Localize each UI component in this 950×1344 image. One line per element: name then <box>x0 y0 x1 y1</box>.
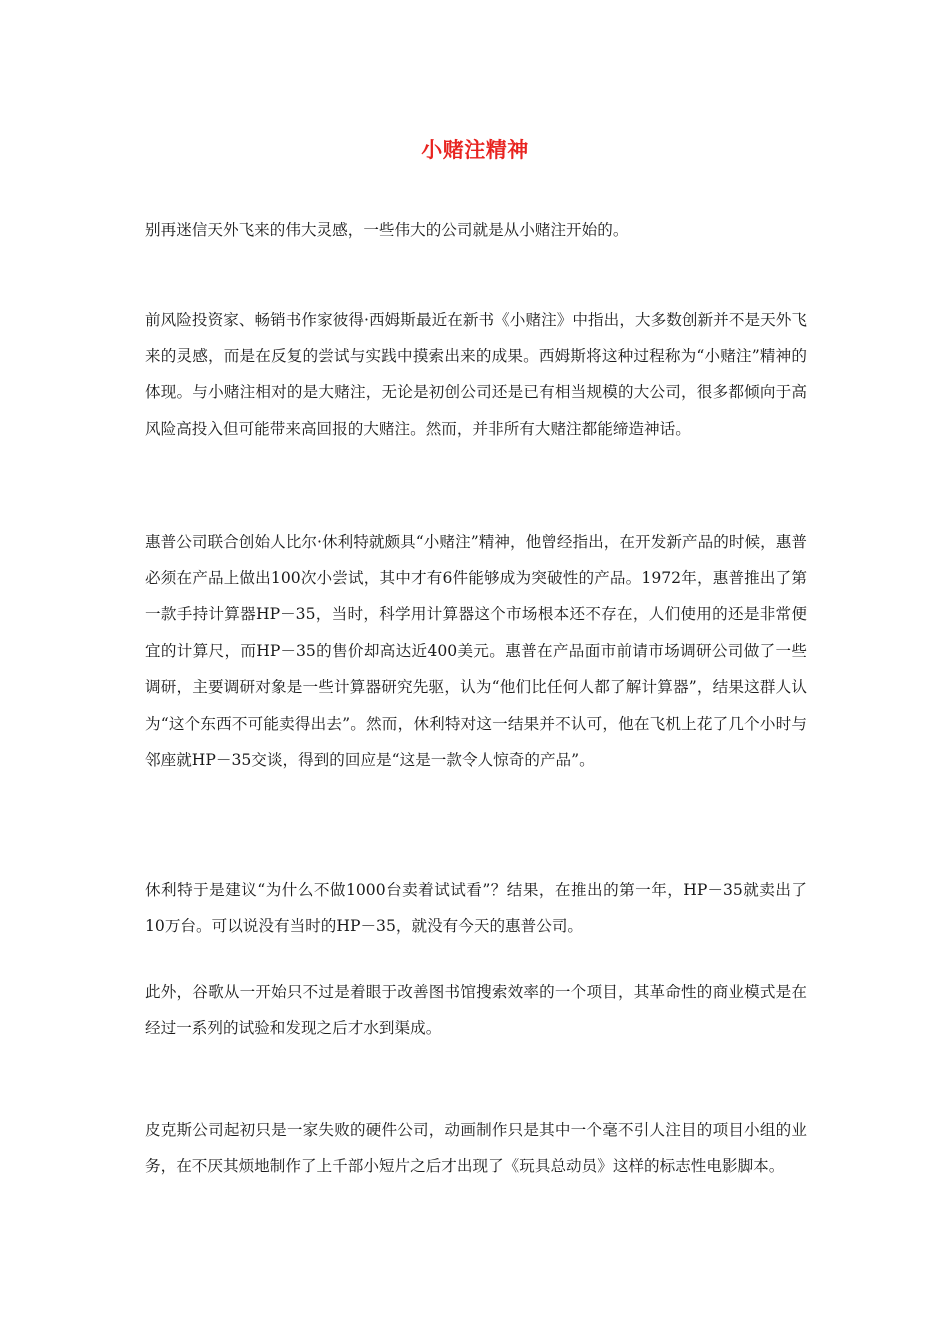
page-title: 小赌注精神 <box>421 138 529 163</box>
paragraph-pixar-example: 皮克斯公司起初只是一家失败的硬件公司，动画制作只是其中一个毫不引人注目的项目小组的业务，在不厌其烦地制作了上千部小短片之后才出现了《玩具总动员》这样的标志性电影脚本。 <box>145 1120 807 1175</box>
paragraph-hp-example: 惠普公司联合创始人比尔·休利特就颇具“小赌注”精神，他曾经指出，在开发新产品的时候，惠普必须在产品上做出100次小尝试，其中才有6件能够成为突破性的产品。1972年，惠普推出了第一款手持计算器HP－35，当时，科学用计算器这个市场根本还不存在，人们使用的还是非常便宜的计算尺，而HP－35的售价却高达近400美元。惠普在产品面市前请市场调研公司做了一些调研，主要调研对象是一些计算器研究先驱，认为“他们比任何人都了解计算器”，结果这群人认为“这个东西不可能卖得出去”。然而，休利特对这一结果并不认可，他在飞机上花了几个小时与邻座就HP－35交谈，得到的回应是“这是一款令人惊奇的产品”。 <box>145 532 807 770</box>
paragraph-small-bets-concept: 前风险投资家、畅销书作家彼得·西姆斯最近在新书《小赌注》中指出，大多数创新并不是天外飞来的灵感，而是在反复的尝试与实践中摸索出来的成果。西姆斯将这种过程称为“小赌注”精神的体现。与小赌注相对的是大赌注，无论是初创公司还是已有相当规模的大公司，很多都倾向于高风险高投入但可能带来高回报的大赌注。然而，并非所有大赌注都能缔造神话。 <box>145 310 807 438</box>
intro-paragraph: 别再迷信天外飞来的伟大灵感，一些伟大的公司就是从小赌注开始的。 <box>145 220 629 239</box>
paragraph-google-example: 此外，谷歌从一开始只不过是着眼于改善图书馆搜索效率的一个项目，其革命性的商业模式是在经过一系列的试验和发现之后才水到渠成。 <box>145 982 807 1037</box>
paragraph-hp-result: 休利特于是建议“为什么不做1000台卖着试试看”？结果，在推出的第一年，HP－35就卖出了10万台。可以说没有当时的HP－35，就没有今天的惠普公司。 <box>145 880 807 935</box>
